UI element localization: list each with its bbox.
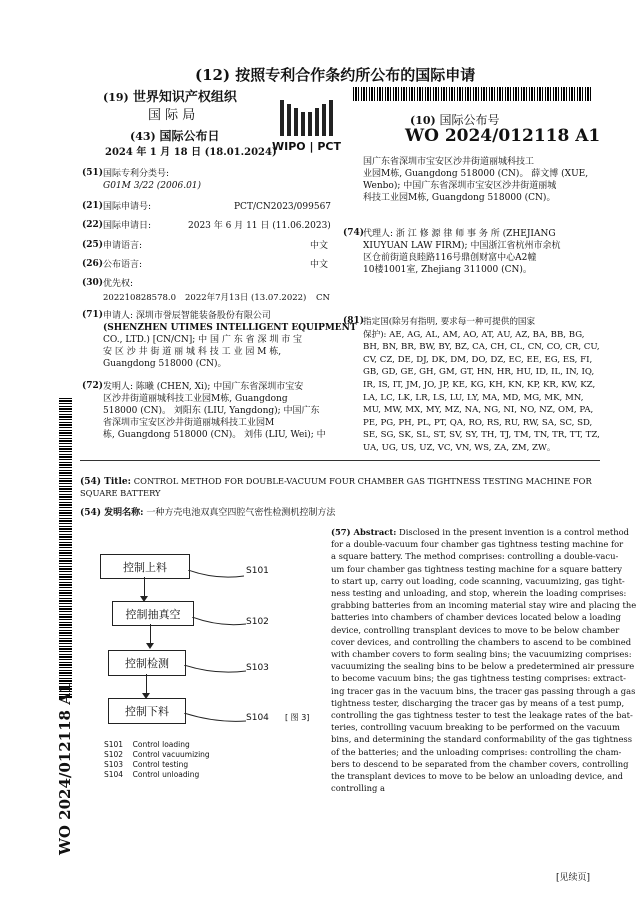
flow-arrowhead [146,643,154,649]
f21-value: PCT/CN2023/099567 [234,202,332,212]
f71-line: 申请人: 深圳市誉辰智能装备股份有限公司 [103,311,271,321]
flow-arrow [146,674,147,694]
abstract-line: controlling the gas tightness tester to test the leakage rates of the bat- [331,710,633,721]
f81-line: SE, SG, SK, SL, ST, SV, SY, TH, TJ, TM, TN, TR, TT, TZ, [363,430,600,441]
figure-legend [104,740,210,780]
org-block [103,86,237,105]
abstract-line: grabbing batteries from an incoming material stay wire and placing the [331,600,637,611]
f81-line: BH, BN, BR, BW, BY, BZ, CA, CH, CL, CN, CO, CR, CU, [363,342,600,353]
f81-line: UA, UG, US, UZ, VC, VN, WS, ZA, ZM, ZW。 [363,442,556,453]
flow-leader [188,565,244,575]
title-cn: 一种方壳电池双真空四腔气密性检测机控制方法 [146,508,336,518]
flow-step-label: 控制抽真空 [125,607,181,621]
f22-code: (22) [82,220,104,230]
abstract-line: controlling a [331,783,385,794]
flow-step-code: S104 [246,713,269,723]
f21-label: 国际申请号: [103,202,152,212]
f81-line: LA, LC, LK, LR, LS, LU, LY, MA, MD, MG, MK, MN, [363,392,584,403]
pubno-value: WO 2024/012118 A1 [405,126,601,146]
cont-line: 科技工业园M栋, Guangdong 518000 (CN)。 [363,193,556,203]
wipo-text: WIPO | PCT [272,140,341,153]
legend-item: S101 Control loading [104,740,190,749]
f71-line: Guangdong 518000 (CN)。 [103,359,227,369]
abstract-line: teries, controlling vacuum breaking to be performed on the vacuum [331,722,620,733]
title-cn-row [80,507,335,519]
flow-step-box [108,650,186,676]
flow-leader [192,612,246,622]
f72-inventors [103,381,333,441]
f71-code: (71) [82,310,104,320]
f22-value: 2023 年 6 月 11 日 (11.06.2023) [188,221,331,231]
f81-line: CV, CZ, DE, DJ, DK, DM, DO, DZ, EC, EE, EG, ES, FI, [363,354,593,365]
flow-leader [184,660,246,670]
f81-code: (81) [343,316,365,326]
f74-line: 区仓前街道良睦路116号鼎创财富中心A2幢 [363,253,537,263]
flow-leader [184,708,246,718]
flow-arrow [150,624,151,644]
f81-line: MU, MW, MX, MY, MZ, NA, NG, NI, NO, NZ, OM, PA, [363,405,594,416]
title-en-line2: SQUARE BATTERY [80,488,161,498]
org-name: 世界知识产权组织 [132,90,237,105]
side-barcode-text: WO 2024/012118 A1 [56,682,74,855]
abstract-line: bins, and determining the standard conformability of the gas tightness [331,734,632,745]
f74-agent [363,228,598,276]
abstract-line: ing tracer gas in the vacuum bins, the tracer gas passing through a gas [331,685,636,696]
abstract-line: device, controlling transplant devices to move to be below chamber [331,624,620,635]
f30-number: 202210828578.0 [103,293,177,303]
abstract-line: batteries into chambers of chamber devices located below a loading [331,612,622,623]
cont-line: 国广东省深圳市宝安区沙井街道丽城科技工 [363,157,535,167]
f25-code: (25) [82,240,104,250]
cont-line: 业园M栋, Guangdong 518000 (CN)。 薛文博 (XUE, [363,169,589,179]
legend-item: S104 Control unloading [104,770,200,779]
document-title: (12) 按照专利合作条约所公布的国际申请 [195,66,476,84]
f71-line: 安 区 沙 井 街 道 丽 城 科 技 工 业 园 M 栋, [103,347,282,357]
pubdate-label: 国际公布日 [159,129,220,143]
wipo-logo [270,96,342,154]
pubdate-code: (43) [130,130,156,143]
flow-step-code: S101 [246,566,269,576]
f30-date: 2022年7月13日 (13.07.2022) [185,293,307,303]
flow-step-code: S102 [246,617,269,627]
f74-line: XIUYUAN LAW FIRM); 中国浙江省杭州市余杭 [363,241,561,251]
abstract-line: ness testing and unloading, and stop, wherein the loading comprises: [331,588,627,599]
f74-line: 10楼1001室, Zhejiang 311000 (CN)。 [363,265,532,275]
f26-label: 公布语言: [103,260,143,270]
abstract [331,526,637,794]
figure-label: [ 图 3] [285,713,310,722]
f51-value: G01M 3/22 (2006.01) [103,181,202,191]
pubdate-block [130,127,220,144]
f22-label: 国际申请日: [103,221,152,231]
org-code: (19) [103,91,129,104]
inventors-cont [363,156,598,204]
abstract-line: cover devices, and controlling the chambers to ascend to be combined [331,636,632,647]
f81-line: 指定国(除另有指明, 要求每一种可提供的国家 [363,317,536,327]
abstract-line: to start up, carry out loading, code scanning, vacuumizing, gas tight- [331,575,625,586]
f81-line: 保护): AE, AG, AL, AM, AO, AT, AU, AZ, BA, BB, BG, [363,329,585,340]
f81-line: IR, IS, IT, JM, JO, JP, KE, KG, KH, KN, KP, KR, KW, KZ, [363,379,596,390]
flow-step-label: 控制检测 [125,657,169,670]
f74-code: (74) [343,228,365,238]
f81-line: PE, PG, PH, PL, PT, QA, RO, RS, RU, RW, SA, SC, SD, [363,417,593,428]
abstract-heading: (57) Abstract: [331,527,397,537]
flow-arrow [144,577,145,597]
f25-label: 申请语言: [103,241,143,251]
abstract-line: a square battery. The method comprises: controlling a double-vacu- [331,551,619,562]
title-en: CONTROL METHOD FOR DOUBLE-VACUUM FOUR CHAMBER GAS TIGHTNESS TESTING MACHINE FOR [133,476,592,486]
org-sub: 国 际 局 [148,108,196,123]
flow-step-code: S103 [246,663,269,673]
abstract-line: the transplant devices to move to be below an unloading device, and [331,771,623,782]
f26-value: 中文 [310,260,329,270]
f71-line: (SHENZHEN UTIMES INTELLIGENT EQUIPMENT [103,323,357,333]
f81-line: GB, GD, GE, GH, GM, GT, HN, HR, HU, ID, IL, IN, IQ, [363,367,595,378]
pubdate-value: 2024 年 1 月 18 日 (18.01.2024) [105,147,277,158]
legend-item: S102 Control vacuumizing [104,750,210,759]
abstract-line: vacuumizing the sealing bins to be below a predetermined air pressure [331,661,635,672]
flow-step-box [112,601,194,626]
abstract-line: for a double-vacuum four chamber gas tightness testing machine for [331,539,624,550]
f72-line: 省深圳市宝安区沙井街道丽城科技工业园M [103,418,275,428]
legend-item: S103 Control testing [104,760,189,769]
pubno-code: (10) [410,114,436,127]
f25-value: 中文 [310,241,329,251]
f72-line: 518000 (CN)。 刘阳东 (LIU, Yangdong); 中国广东 [103,406,320,416]
flow-step-label: 控制下料 [125,705,169,718]
pubno-label: 国际公布号 [439,113,500,127]
f72-line: 区沙井街道丽城科技工业园M栋, Guangdong [103,394,288,404]
section-divider [80,460,600,461]
f51-label: 国际专利分类号: [103,169,170,179]
flow-step-box [108,698,186,724]
abstract-line: tightness tester, discharging the tracer gas by means of a test pump, [331,697,625,708]
f72-line: 栋, Guangdong 518000 (CN)。 刘伟 (LIU, Wei); 中 [103,430,326,440]
abstract-line: Disclosed in the present invention is a control method [399,527,630,537]
abstract-line: with chamber covers to form sealing bins; the vacuumizing comprises: [331,649,632,660]
f72-code: (72) [82,381,104,391]
cont-line: Wenbo); 中国广东省深圳市宝安区沙井街道丽城 [363,181,557,191]
f30-label: 优先权: [103,279,134,289]
side-barcode [59,398,72,698]
flow-step-box [100,554,190,579]
f30-country: CN [316,293,330,303]
f30-code: (30) [82,278,104,288]
wipo-emblem-icon [270,96,342,140]
f51-code: (51) [82,168,104,178]
f26-code: (26) [82,259,104,269]
abstract-line: um four chamber gas tightness testing machine for a square battery [331,563,622,574]
abstract-line: to become vacuum bins; the gas tightness testing comprises: extract- [331,673,626,684]
abstract-line: of the batteries; and the unloading comprises: controlling the cham- [331,746,622,757]
publication-barcode [353,87,593,101]
title-en-code: (54) Title: [80,477,131,487]
f71-line: CO., LTD.) [CN/CN]; 中 国 广 东 省 深 圳 市 宝 [103,335,303,345]
flow-step-label: 控制上料 [123,560,167,574]
f81-states [363,316,598,455]
f72-line: 发明人: 陈曦 (CHEN, Xi); 中国广东省深圳市宝安 [103,382,304,392]
title-cn-code: (54) 发明名称: [80,508,144,518]
continued-note: [见续页] [556,873,591,883]
abstract-line: bers to descend to be separated from the chamber covers, controlling [331,758,629,769]
f21-code: (21) [82,201,104,211]
f74-line: 代理人: 浙 江 修 源 律 师 事 务 所 (ZHEJIANG [363,229,556,239]
